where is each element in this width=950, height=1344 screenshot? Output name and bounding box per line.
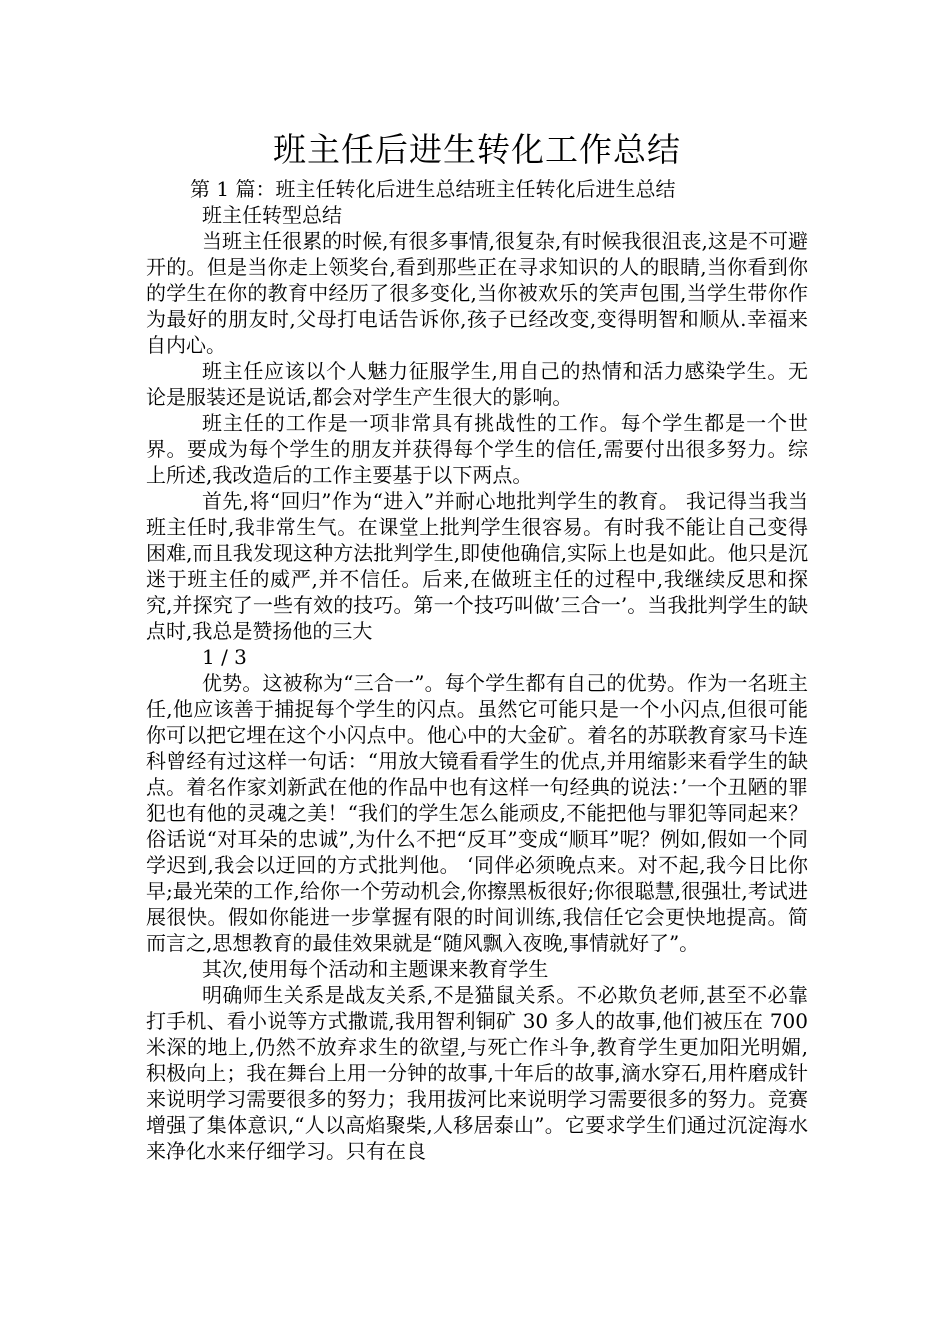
page-number: 1 / 3 — [202, 645, 247, 669]
paragraph-1: 当班主任很累的时候,有很多事情,很复杂,有时候我很沮丧,这是不可避开的。但是当你走上领奖台,看到那些正在寻求知识的人的眼睛,当你看到你的学生在你的教育中经历了很多变化,当你被欢乐的笑声包围,当学生带你作为最好的朋友时,父母打电话告诉你,孩子已经改变,变得明智和顺从.幸福来自内心。 — [146, 229, 808, 357]
document-title: 班主任后进生转化工作总结 — [273, 130, 681, 169]
paragraph-2: 班主任应该以个人魅力征服学生,用自己的热情和活力感染学生。无论是服装还是说话,都会对学生产生很大的影响。 — [146, 359, 808, 409]
chapter-subtitle: 第 1 篇：班主任转化后进生总结班主任转化后进生总结 — [190, 177, 676, 201]
section-heading: 班主任转型总结 — [202, 203, 342, 227]
paragraph-3: 班主任的工作是一项非常具有挑战性的工作。每个学生都是一个世界。要成为每个学生的朋友并获得每个学生的信任,需要付出很多努力。综上所述,我改造后的工作主要基于以下两点。 — [146, 411, 808, 487]
paragraph-5: 优势。这被称为“三合一”。每个学生都有自己的优势。作为一名班主任,他应该善于捕捉每个学生的闪点。虽然它可能只是一个小闪点,但很可能你可以把它埋在这个小闪点中。他心中的大金矿。着名的苏联教育家马卡连科曾经有过这样一句话：“用放大镜看看学生的优点,并用缩影来看学生的缺点。着名作家刘新武在他的作品中也有这样一句经典的说法：’一个丑陋的罪犯也有他的灵魂之美！“我们的学生怎么能顽皮,不能把他与罪犯等同起来？俗话说“对耳朵的忠诚”,为什么不把“反耳”变成“顺耳”呢？例如,假如一个同学迟到,我会以迂回的方式批判他。 ‘同伴必须晚点来。对不起,我今日比你早;最光荣的工作,给你一个劳动机会,你擦黑板很好;你很聪慧,很强壮,考试进展很快。假如你能进一步掌握有限的时间训练,我信任它会更快地提高。简而言之,思想教育的最佳效果就是“随风飘入夜晚,事情就好了”。 — [146, 671, 808, 955]
paragraph-6: 其次,使用每个活动和主题课来教育学生 — [202, 957, 549, 981]
paragraph-7: 明确师生关系是战友关系,不是猫鼠关系。不必欺负老师,甚至不必靠打手机、看小说等方式撒谎,我用智利铜矿 30 多人的故事,他们被压在 700 米深的地上,仍然不放弃求生的欲望,与死亡作斗争,教育学生更加阳光明媚,积极向上；我在舞台上用一分钟的故事,十年后的故事,滴水穿石,用杵磨成针来说明学习需要很多的努力；我用拔河比来说明学习需要很多的努力。竞赛增强了集体意识,“人以高焰聚柴,人移居泰山”。它要求学生们通过沉淀海水来净化水来仔细学习。只有在良 — [146, 983, 808, 1163]
paragraph-4: 首先,将“回归”作为“进入”并耐心地批判学生的教育。 我记得当我当班主任时,我非常生气。在课堂上批判学生很容易。有时我不能让自己变得困难,而且我发现这种方法批判学生,即使他确信,实际上也是如此。他只是沉迷于班主任的威严,并不信任。后来,在做班主任的过程中,我继续反思和探究,并探究了一些有效的技巧。第一个技巧叫做’三合一’。当我批判学生的缺点时,我总是赞扬他的三大 — [146, 489, 808, 643]
